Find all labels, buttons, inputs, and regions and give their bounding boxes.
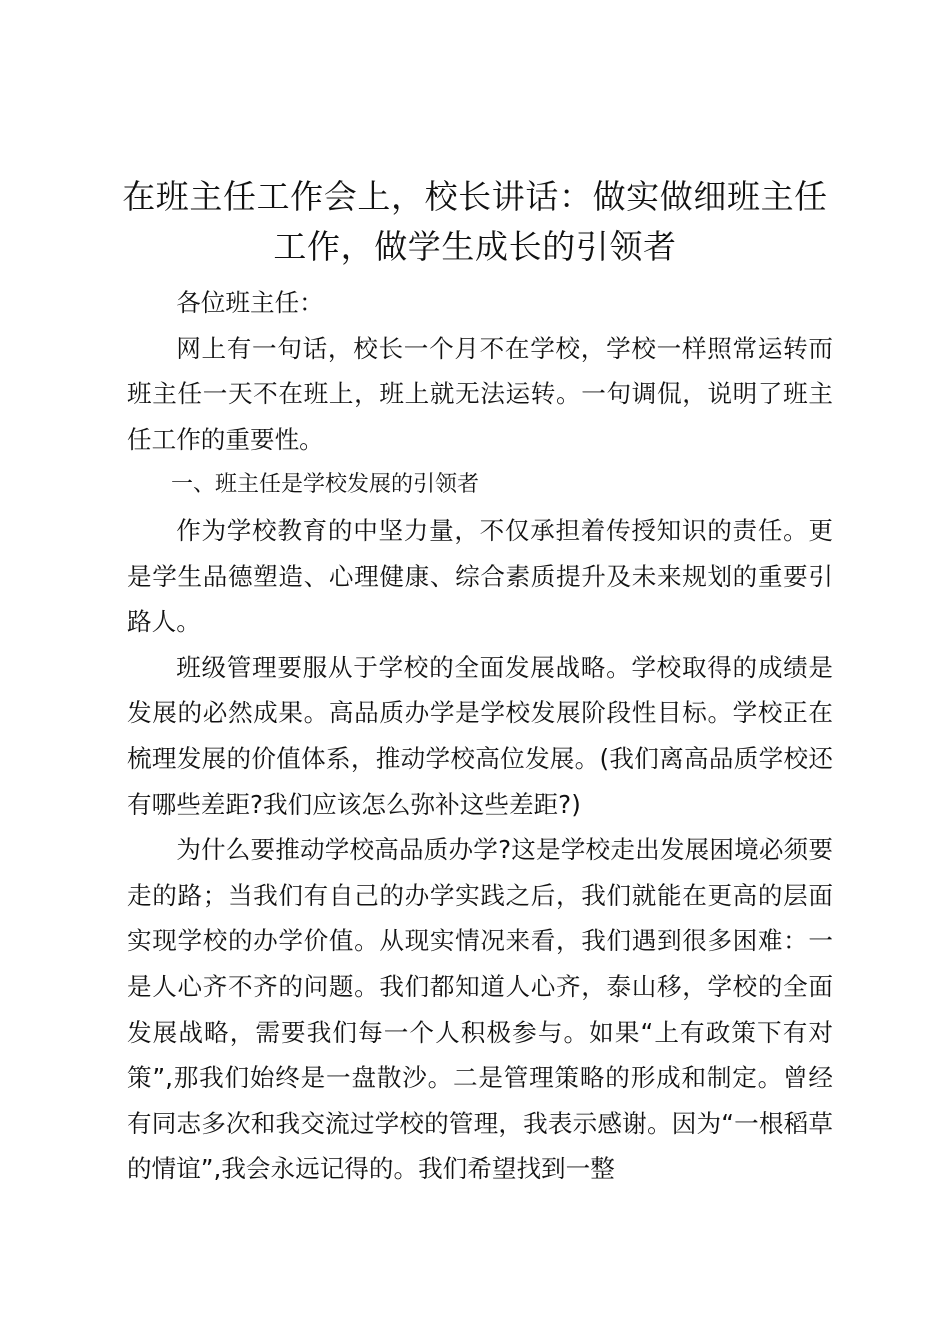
paragraph-why: 为什么要推动学校高品质办学?这是学校走出发展困境必须要走的路；当我们有自己的办学实践之后，我们就能在更高的层面实现学校的办学价值。从现实情况来看，我们遇到很多困难：一是人心齐不齐的问题。我们都知道人心齐，泰山移，学校的全面发展战略，需要我们每一个人积极参与。如果“上有政策下有对策”,那我们始终是一盘散沙。二是管理策略的形成和制定。曾经有同志多次和我交流过学校的管理，我表示感谢。因为“一根稻草的情谊”,我会永远记得的。我们希望找到一整 — [127, 835, 833, 1184]
greeting: 各位班主任： — [176, 288, 324, 317]
paragraph-role: 作为学校教育的中坚力量，不仅承担着传授知识的责任。更是学生品德塑造、心理健康、综合素质提升及未来规划的重要引路人。 — [127, 515, 833, 637]
paragraph-strategy: 班级管理要服从于学校的全面发展战略。学校取得的成绩是发展的必然成果。高品质办学是学校发展阶段性目标。学校正在梳理发展的价值体系，推动学校高位发展。(我们离高品质学校还有哪些差距?我们应该怎么弥补这些差距?) — [127, 652, 833, 819]
document-body — [127, 280, 833, 1192]
section-heading-1: 一、班主任是学校发展的引领者 — [171, 472, 480, 498]
document-title: 在班主任工作会上，校长讲话：做实做细班主任工作，做学生成长的引领者 — [122, 177, 828, 266]
paragraph-intro: 网上有一句话，校长一个月不在学校，学校一样照常运转而班主任一天不在班上，班上就无法运转。一句调侃，说明了班主任工作的重要性。 — [127, 333, 833, 454]
